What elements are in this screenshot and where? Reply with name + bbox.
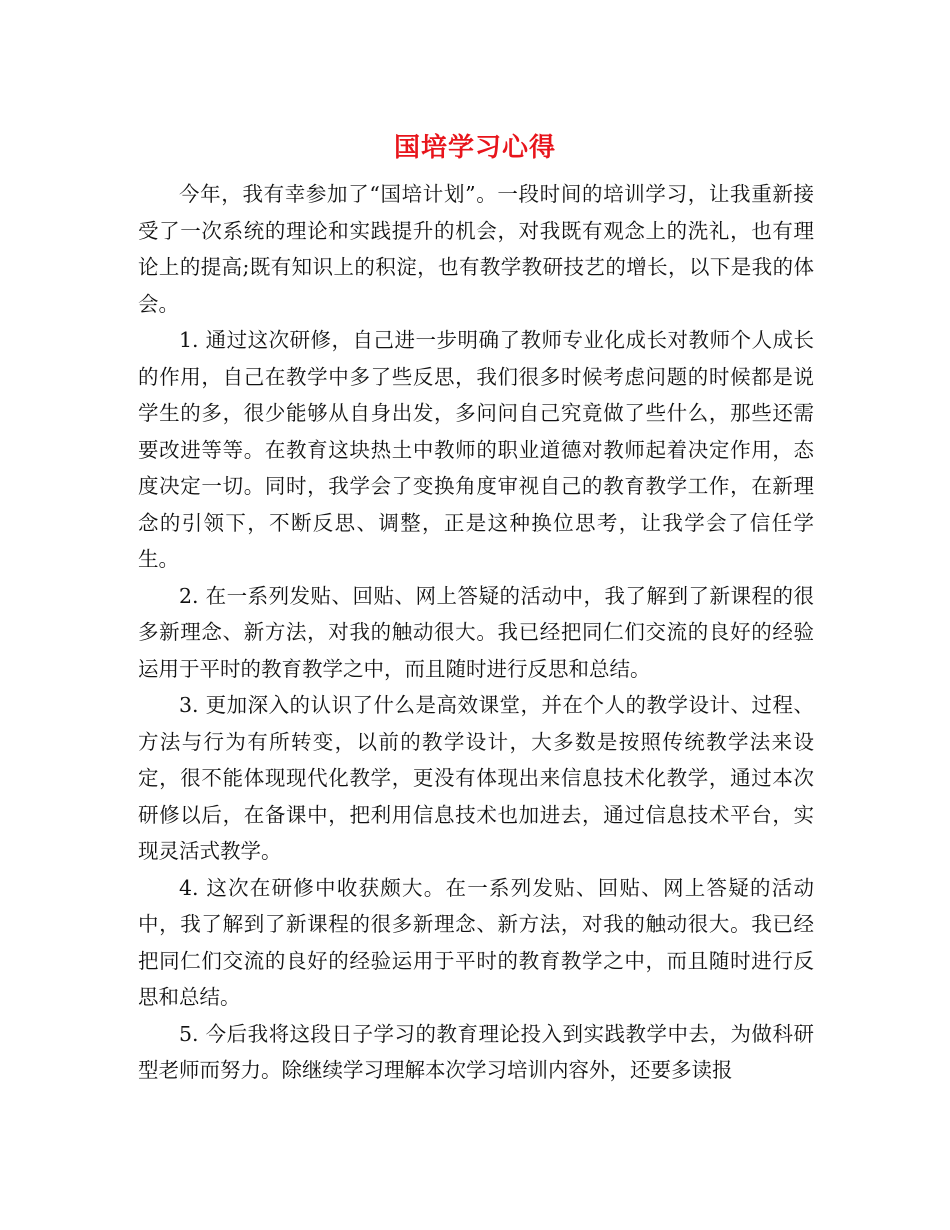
document-title: 国培学习心得: [393, 133, 556, 163]
paragraph-point-4: 4. 这次在研修中收获颇大。在一系列发贴、回贴、网上答疑的活动中，我了解到了新课程的很多新理念、新方法，对我的触动很大。我已经把同仁们交流的良好的经验运用于平时的教育教学之中，而且随时进行反思和总结。: [138, 875, 814, 1009]
paragraph-point-5: 5. 今后我将这段日子学习的教育理论投入到实践教学中去，为做科研型老师而努力。除继续学习理解本次学习培训内容外，还要多读报: [138, 1021, 814, 1082]
paragraph-intro: 今年，我有幸参加了“国培计划”。一段时间的培训学习，让我重新接受了一次系统的理论和实践提升的机会，对我既有观念上的洗礼，也有理论上的提高;既有知识上的积淀，也有教学教研技艺的增长，以下是我的体会。: [138, 182, 814, 316]
paragraph-point-1: 1. 通过这次研修，自己进一步明确了教师专业化成长对教师个人成长的作用，自己在教学中多了些反思，我们很多时候考虑问题的时候都是说学生的多，很少能够从自身出发，多问问自己究竟做了些什么，那些还需要改进等等。在教育这块热土中教师的职业道德对教师起着决定作用，态度决定一切。同时，我学会了变换角度审视自己的教育教学工作，在新理念的引领下，不断反思、调整，正是这种换位思考，让我学会了信任学生。: [138, 328, 814, 571]
document-body: [138, 176, 814, 1089]
paragraph-point-2: 2. 在一系列发贴、回贴、网上答疑的活动中，我了解到了新课程的很多新理念、新方法，对我的触动很大。我已经把同仁们交流的良好的经验运用于平时的教育教学之中，而且随时进行反思和总结。: [138, 583, 814, 681]
paragraph-point-3: 3. 更加深入的认识了什么是高效课堂，并在个人的教学设计、过程、方法与行为有所转变，以前的教学设计，大多数是按照传统教学法来设定，很不能体现现代化教学，更没有体现出来信息技术化教学，通过本次研修以后，在备课中，把利用信息技术也加进去，通过信息技术平台，实现灵活式教学。: [138, 693, 814, 863]
